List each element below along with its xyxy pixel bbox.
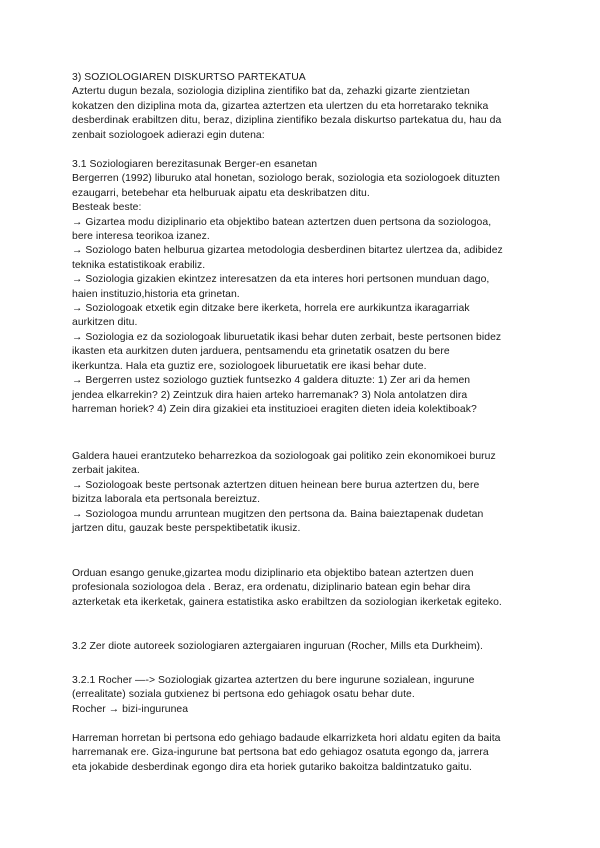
text-line: aurkitzen ditu. bbox=[72, 317, 138, 329]
bullet-line: → Soziologia ez da soziologoak liburuetatik ikasi behar duten zerbait, beste pertsonen bidez bbox=[72, 331, 502, 343]
section-3-1 bbox=[72, 158, 534, 417]
galdera-paragraph bbox=[72, 450, 534, 536]
text-line: Bergerren (1992) liburuko atal honetan, soziologo berak, soziologia eta soziologoek dituzten bbox=[72, 173, 500, 185]
text-line: jartzen ditu, gauzak beste perspektibetatik ikusiz. bbox=[72, 523, 301, 535]
bullet-line: → Soziologo baten helburua gizartea metodologia desberdinen bitartez ulertzea da, adibidez bbox=[72, 245, 503, 257]
text-line: kokatzen den diziplina mota da, gizartea aztertzen eta ulertzen du eta horretarako teknika bbox=[72, 100, 489, 112]
text-line: bere interesa teorikoa izanez. bbox=[72, 231, 210, 243]
text-line: ezaugarri, betebehar eta helburuak aipatu eta deskribatzen ditu. bbox=[72, 187, 370, 199]
text-line: Rocher → bizi-ingurunea bbox=[72, 703, 189, 715]
harreman-paragraph bbox=[72, 732, 534, 775]
text-line: Aztertu dugun bezala, soziologia diziplina zientifiko bat da, zehazki gizarte zientzietan bbox=[72, 86, 470, 98]
section-3-2 bbox=[72, 640, 534, 654]
text-line: Harreman horretan bi pertsona edo gehiago badaude elkarrizketa hori aldatu egiten da baita bbox=[72, 733, 501, 744]
section-3-2-1 bbox=[72, 674, 534, 717]
text-line: ikerkuntza. Hala eta guztiz ere, soziologoek liburuetatik ere ikasi behar dute. bbox=[72, 360, 427, 372]
text-line: bizitza laborala eta pertsonala bereiztuz. bbox=[72, 494, 261, 506]
text-line: azterketak eta ikerketak, gainera estatistika asko erabiltzen da soziologian ikerketak egiteko. bbox=[72, 596, 502, 608]
text-line: ikasten eta aurkitzen duten jarduera, pentsamendu eta grinetatik osatzen du bere bbox=[72, 346, 450, 358]
text-line: Galdera hauei erantzuteko beharrezkoa da soziologoak gai politiko zein ekonomikoei buruz bbox=[72, 451, 496, 462]
section-3-1-body bbox=[72, 172, 534, 417]
subsection-heading: 3.1 Soziologiaren berezitasunak Berger-en esanetan bbox=[72, 159, 318, 170]
text-line: teknika estatistikoak erabiliz. bbox=[72, 259, 206, 271]
intro-paragraph bbox=[72, 85, 534, 143]
text-line: profesionala soziologoa dela . Beraz, era ordenatu, diziplinario batean egin behar dira bbox=[72, 582, 471, 594]
text-line: harreman horiek? 4) Zein dira gizakiei eta instituzioei eragiten dieten ideia kolektiboak? bbox=[72, 403, 477, 415]
bullet-line: → Bergerren ustez soziologo guztiek funtsezko 4 galdera dituzte: 1) Zer ari da hemen bbox=[72, 375, 471, 387]
text-line: eta jokabide desberdinak egongo dira eta horiek gutariko bakoitza baldintzatuko gaitu. bbox=[72, 761, 472, 773]
text-line: Orduan esango genuke,gizartea modu diziplinario eta objektibo batean aztertzen duen bbox=[72, 568, 474, 579]
text-line: harremanak ere. Giza-ingurune bat pertsona bat edo gehiagoz osatuta egongo da, jarrera bbox=[72, 747, 489, 759]
text-line: haien instituzio,historia eta grinetan. bbox=[72, 288, 240, 300]
text-line: zenbait soziologoek adierazi egin dutena: bbox=[72, 129, 265, 141]
bullet-line: → Soziologoak etxetik egin ditzake bere ikerketa, horrela ere aurkikuntza ikaragarriak bbox=[72, 303, 470, 315]
section-heading: 3) SOZIOLOGIAREN DISKURTSO PARTEKATUA bbox=[72, 72, 306, 83]
bullet-line: → Soziologoa mundu arruntean mugitzen den pertsona da. Baina baieztapenak dudetan bbox=[72, 508, 484, 520]
text-line: Besteak beste: bbox=[72, 202, 142, 214]
text-line: desberdinak erabiltzen ditu, beraz, diziplina zientifiko bezala diskurtso partekatua du, hau da bbox=[72, 115, 502, 127]
orduan-paragraph bbox=[72, 567, 534, 610]
subsection-heading: 3.2 Zer diote autoreek soziologiaren aztergaiaren inguruan (Rocher, Mills eta Durkheim). bbox=[72, 641, 483, 652]
bullet-line: → Soziologoak beste pertsonak aztertzen dituen heinean bere burua aztertzen du, bere bbox=[72, 479, 480, 491]
bullet-line: → Soziologia gizakien ekintzez interesatzen da eta interes hori pertsonen munduan dago, bbox=[72, 274, 490, 286]
bullet-line: → Gizartea modu diziplinario eta objektibo batean aztertzen duen pertsona da soziologoa, bbox=[72, 216, 492, 228]
section-3 bbox=[72, 71, 534, 143]
text-line: zerbait jakitea. bbox=[72, 465, 140, 477]
text-line: jendea elkarrekin? 2) Zeintzuk dira haien arteko harremanak? 3) Nola antolatzen dira bbox=[72, 389, 468, 401]
text-line: (errealitate) soziala gutxienez bi pertsona edo gehiagok osatu behar dute. bbox=[72, 689, 415, 701]
text-line: 3.2.1 Rocher —-> Soziologiak gizartea aztertzen du bere ingurune sozialean, ingurune bbox=[72, 675, 475, 686]
